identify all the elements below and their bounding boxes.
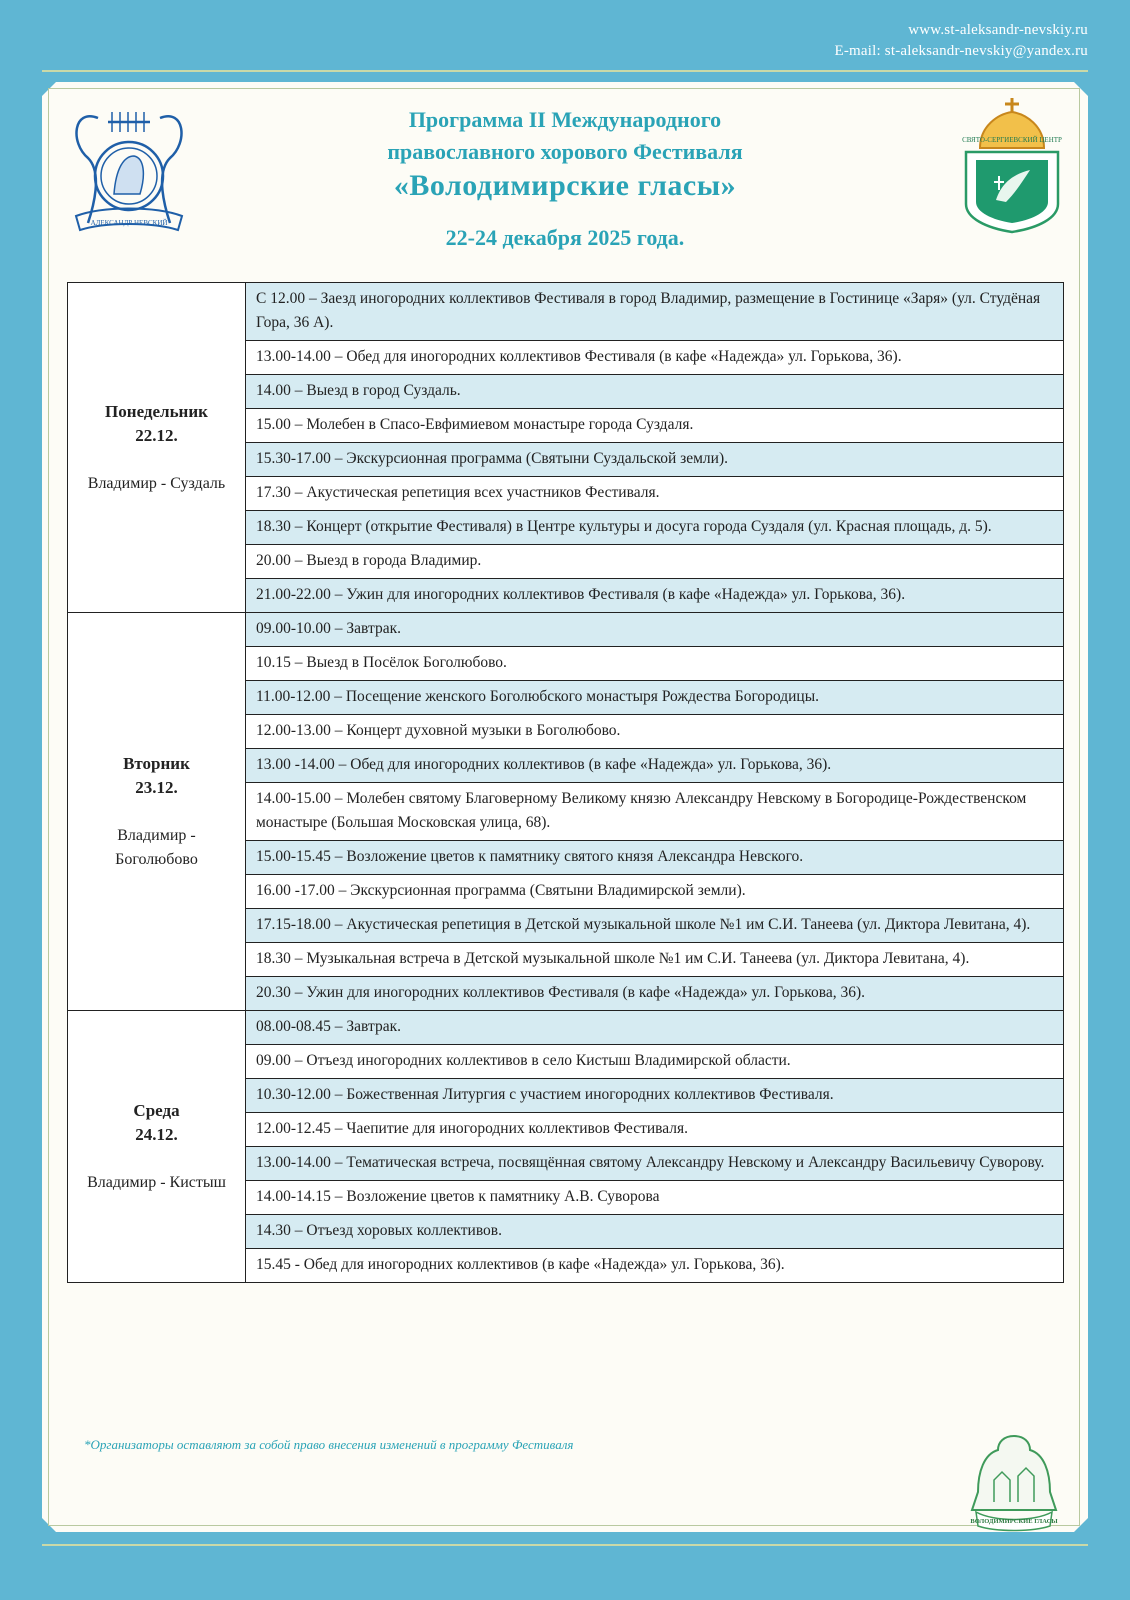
event-cell: 20.00 – Выезд в города Владимир. [246, 545, 1064, 579]
bottom-divider [42, 1544, 1088, 1546]
program-title [250, 104, 880, 254]
event-cell: 12.00-12.45 – Чаепитие для иногородних коллективов Фестиваля. [246, 1113, 1064, 1147]
day-place: Владимир - Боголюбово [115, 826, 198, 868]
schedule-row [68, 613, 1064, 647]
day-name: Среда [133, 1100, 180, 1120]
day-name: Вторник [123, 753, 190, 773]
event-cell: 18.30 – Концерт (открытие Фестиваля) в Центре культуры и досуга города Суздаля (ул. Красная площадь, д. 5). [246, 511, 1064, 545]
svg-text:АЛЕКСАНДР НЕВСКИЙ: АЛЕКСАНДР НЕВСКИЙ [90, 219, 168, 227]
center-shield-logo [958, 96, 1066, 236]
event-cell: 10.15 – Выезд в Посёлок Боголюбово. [246, 647, 1064, 681]
contacts [834, 20, 1088, 62]
event-cell: С 12.00 – Заезд иногородних коллективов Фестиваля в город Владимир, размещение в Гостинице «Заря» (ул. Студёная Гора, 36 А). [246, 283, 1064, 341]
event-cell: 14.30 – Отъезд хоровых коллективов. [246, 1215, 1064, 1249]
day-date: 23.12. [135, 777, 178, 797]
festival-bell-logo [964, 1432, 1064, 1532]
title-line-2: православного хорового Фестиваля [387, 139, 743, 164]
event-cell: 08.00-08.45 – Завтрак. [246, 1011, 1064, 1045]
day-name: Понедельник [105, 401, 208, 421]
event-cell: 16.00 -17.00 – Экскурсионная программа (Святыни Владимирской земли). [246, 875, 1064, 909]
event-cell: 15.30-17.00 – Экскурсионная программа (Святыни Суздальской земли). [246, 443, 1064, 477]
event-cell: 13.00 -14.00 – Обед для иногородних коллективов (в кафе «Надежда» ул. Горькова, 36). [246, 749, 1064, 783]
top-divider [42, 70, 1088, 72]
event-cell: 09.00-10.00 – Завтрак. [246, 613, 1064, 647]
website-link[interactable]: www.st-aleksandr-nevskiy.ru [908, 22, 1088, 38]
day-place: Владимир - Кистыш [87, 1173, 226, 1191]
event-cell: 14.00-14.15 – Возложение цветов к памятнику А.В. Суворова [246, 1181, 1064, 1215]
email-link[interactable]: E-mail: st-aleksandr-nevskiy@yandex.ru [834, 43, 1088, 59]
event-cell: 14.00 – Выезд в город Суздаль. [246, 375, 1064, 409]
event-cell: 11.00-12.00 – Посещение женского Боголюбского монастыря Рождества Богородицы. [246, 681, 1064, 715]
svg-text:ВОЛОДИМИРСКИЕ ГЛАСЫ: ВОЛОДИМИРСКИЕ ГЛАСЫ [970, 1518, 1058, 1525]
day-cell [68, 613, 246, 1011]
event-cell: 12.00-13.00 – Концерт духовной музыки в Боголюбово. [246, 715, 1064, 749]
event-cell: 10.30-12.00 – Божественная Литургия с участием иногородних коллективов Фестиваля. [246, 1079, 1064, 1113]
event-cell: 21.00-22.00 – Ужин для иногородних коллективов Фестиваля (в кафе «Надежда» ул. Горькова, 36). [246, 579, 1064, 613]
event-cell: 15.00-15.45 – Возложение цветов к памятнику святого князя Александра Невского. [246, 841, 1064, 875]
schedule-table [67, 282, 1064, 1283]
day-cell [68, 1011, 246, 1283]
day-cell [68, 283, 246, 613]
event-cell: 13.00-14.00 – Тематическая встреча, посвящённая святому Александру Невскому и Александру Васильевичу Суворову. [246, 1147, 1064, 1181]
event-cell: 09.00 – Отъезд иногородних коллективов в село Кистыш Владимирской области. [246, 1045, 1064, 1079]
title-line-1: Программа II Международного [408, 107, 722, 132]
svg-text:СВЯТО-СЕРГИЕВСКИЙ ЦЕНТР: СВЯТО-СЕРГИЕВСКИЙ ЦЕНТР [962, 136, 1062, 144]
event-cell: 13.00-14.00 – Обед для иногородних коллективов Фестиваля (в кафе «Надежда» ул. Горькова, 36). [246, 341, 1064, 375]
festival-name: «Володимирские гласы» [393, 169, 737, 202]
day-place: Владимир - Суздаль [87, 474, 226, 492]
event-cell: 20.30 – Ужин для иногородних коллективов Фестиваля (в кафе «Надежда» ул. Горькова, 36). [246, 977, 1064, 1011]
event-cell: 17.15-18.00 – Акустическая репетиция в Детской музыкальной школе №1 им С.И. Танеева (ул. Диктора Левитана, 4). [246, 909, 1064, 943]
footnote: *Организаторы оставляют за собой право внесения изменений в программу Фестиваля [84, 1437, 574, 1452]
schedule-row [68, 1011, 1064, 1045]
day-date: 24.12. [135, 1124, 178, 1144]
event-cell: 15.00 – Молебен в Спасо-Евфимиевом монастыре города Суздаля. [246, 409, 1064, 443]
festival-dates: 22-24 декабря 2025 года. [445, 225, 685, 250]
event-cell: 18.30 – Музыкальная встреча в Детской музыкальной школе №1 им С.И. Танеева (ул. Диктора Левитана, 4). [246, 943, 1064, 977]
event-cell: 15.45 - Обед для иногородних коллективов (в кафе «Надежда» ул. Горькова, 36). [246, 1249, 1064, 1283]
day-date: 22.12. [135, 425, 178, 445]
event-cell: 14.00-15.00 – Молебен святому Благоверному Великому князю Александру Невскому в Богородице-Рождественском монастыре (Большая Московская улица, 68). [246, 783, 1064, 841]
event-cell: 17.30 – Акустическая репетиция всех участников Фестиваля. [246, 477, 1064, 511]
schedule-row [68, 283, 1064, 341]
lyre-emblem-logo [68, 98, 190, 236]
